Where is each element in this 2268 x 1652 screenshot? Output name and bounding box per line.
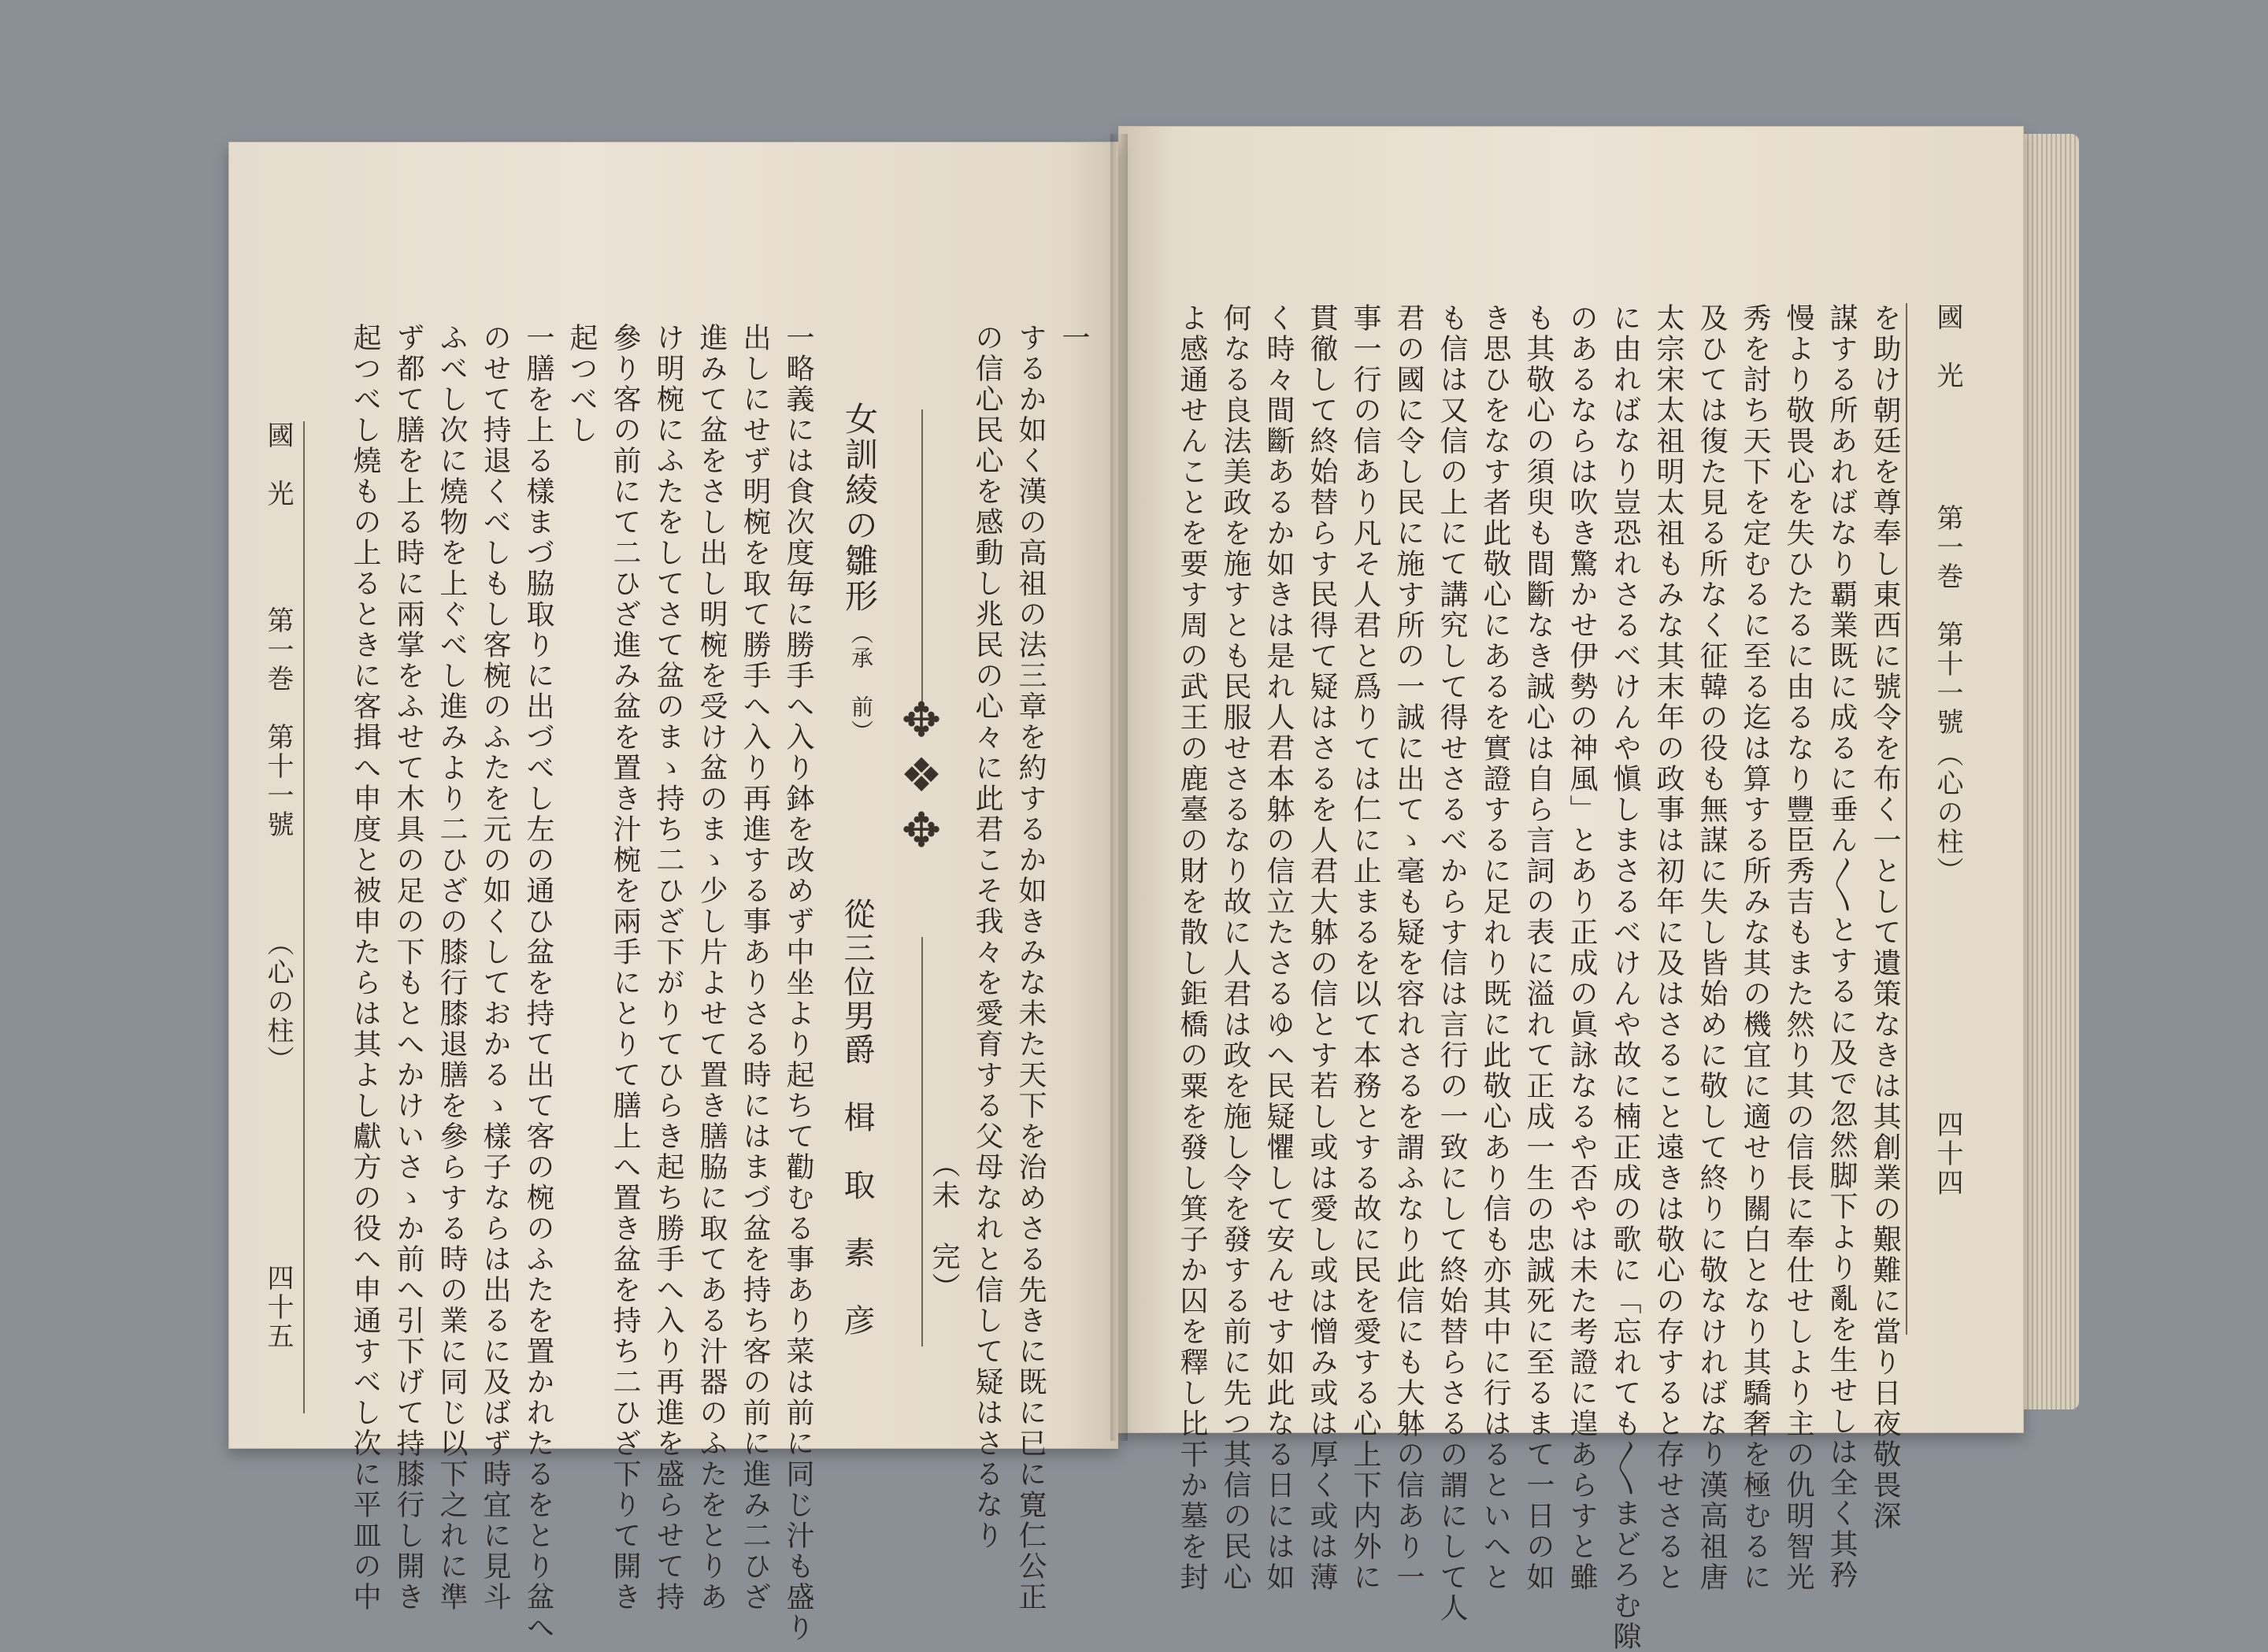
right-page-number: 四十四 xyxy=(1932,1110,1963,1198)
right-line: も信は又信の上にて講究して得せさるべからす信は言行の一致にして終始替らさるの謂にして人 xyxy=(1436,303,1468,1624)
prev-article-line: 一 xyxy=(1058,323,1090,354)
right-line: 貫徹して終始替らす民得て疑はさるを人君大躰の信とす若し或は愛し或は憎み或は厚く或は薄 xyxy=(1306,303,1338,1593)
article-author: 從三位男爵 楫 取 素 彦 xyxy=(839,898,875,1338)
article-line: 參り客の前にて二ひざ進み盆を置き汁椀を兩手にとりて膳上へ置き盆を持ち二ひざ下りて開き xyxy=(609,323,641,1613)
open-book xyxy=(228,126,2118,1652)
left-page-number: 四十五 xyxy=(262,1264,294,1351)
right-line: 秀を討ち天下を定むるに至る迄は算する所みな其の機宜に適せり關白となり其驕奢を極むるに xyxy=(1739,303,1771,1593)
article-line: 進みて盆をさし出し明椀を受け盆のまゝ少し片よせて置き膳脇に取てある汁器のふたをとりあ xyxy=(695,323,728,1613)
ornament-icon: ✥ ❖ ✥ xyxy=(900,693,943,858)
article-line: 一略義には食次度毎に勝手へ入り鉢を改めず中坐より起ちて勸むる事あり菜は前に同じ汁も盛り xyxy=(782,323,814,1643)
right-line: 慢より敬畏心を失ひたるに由るなり豐臣秀吉もまた然り其の信長に奉仕せしより主の仇明智光 xyxy=(1782,303,1814,1593)
right-line: 君の國に令し民に施す所の一誠に出てゝ毫も疑を容れさるを謂ふなり此信にも大躰の信あり一 xyxy=(1392,303,1425,1593)
right-line: 事一行の信あり凡そ人君と爲りては仁に止まるを以て本務とする故に民を愛する心上下内外に xyxy=(1349,303,1381,1593)
right-line: き思ひをなす者此敬心にあるを實證するに足れり既に此敬心あり信も亦其中に行はるといへと xyxy=(1479,303,1511,1593)
right-header-title: 國 光 xyxy=(1932,303,1963,391)
section-divider-line xyxy=(921,409,923,709)
right-line: よ感通せんことを要す周の武王の鹿臺の財を散し鉅橋の粟を發し箕子か囚を釋し比干か墓を封 xyxy=(1176,303,1208,1593)
right-page xyxy=(1118,126,2024,1652)
section-divider-line xyxy=(921,937,923,1346)
article-line: 起つべし燒もの上るときに客揖へ申度と被申たらは其よし獻方の役へ申通すべし次に平皿の中 xyxy=(349,323,381,1613)
article-continued-note: （承 前） xyxy=(848,622,874,744)
right-line: に由ればなり豈恐れさるべけんや愼しまさるべけんや故に楠正成の歌に「忘れても〳〵まどろむ隙 xyxy=(1609,303,1641,1652)
article-title: 女訓綾の雛形 xyxy=(840,402,879,614)
right-line: も其敬心の須臾も間斷なき誠心は自ら言詞の表に溢れて正成一生の忠誠死に至るまて一日の如 xyxy=(1522,303,1555,1593)
right-header-volume: 第一巻 第十一號 xyxy=(1932,504,1963,737)
right-line: 謀する所あればなり覇業既に成るに垂ん〳〵とするに及で忽然脚下より亂を生せしは全く其矜 xyxy=(1825,303,1858,1591)
right-header-rule xyxy=(1906,303,1907,1335)
article-line: け明椀にふたをしてさて盆のまゝ持ち二ひざ下がりてひらき起ち勝手へ入り再進を盛らせて持 xyxy=(652,323,684,1613)
article-line: ふべし次に燒物を上ぐべし進みより二ひざの膝行膝退膳を參らする時の業に同じ以下之れに準 xyxy=(435,323,468,1613)
page-edges xyxy=(2024,134,2079,1409)
left-header-section: （心の柱） xyxy=(262,929,294,1075)
right-line: 及ひては復た見る所なく征韓の役も無謀に失し皆始めに敬して終りに敬なければなり漢高祖唐 xyxy=(1695,303,1728,1593)
left-page xyxy=(228,142,1118,1643)
article-line: 出しにせず明椀を取て勝手へ入り再進する事ありさる時にはまづ盆を持ち客の前に進み二ひざ xyxy=(739,323,771,1613)
article-line: ず都て膳を上る時に兩掌をふせて木具の足の下もとへかけいさゝか前へ引下げて持膝行し開き xyxy=(392,323,424,1613)
right-line: を助け朝廷を尊奉し東西に號令を布く一として遺策なきは其創業の艱難に當り日夜敬畏深 xyxy=(1869,303,1901,1532)
right-line: のあるならは吹き驚かせ伊勢の神風」とあり正成の眞詠なるや否やは未た考證に遑あらすと雖 xyxy=(1566,303,1598,1593)
left-header-title: 國 光 xyxy=(262,421,294,509)
left-header-volume: 第一巻 第十一號 xyxy=(262,606,294,839)
prev-article-end-mark: （未 完） xyxy=(928,1150,960,1303)
right-line: く時々間斷あるか如きは是れ人君本躰の信立たさるゆへ民疑懼して安んせす如此なる日には如 xyxy=(1262,303,1295,1593)
right-line: 太宗宋太祖明太祖もみな其末年の政事は初年に及はさること遠きは敬心の存すると存せさると xyxy=(1652,303,1684,1593)
right-header-section: （心の柱） xyxy=(1932,740,1963,886)
left-header-rule xyxy=(303,421,305,1413)
article-line: のせて持退くべしもし客椀のふたを元の如くしておかるゝ樣子ならは出るに及ばず時宜に見斗 xyxy=(479,323,511,1613)
prev-article-line: するか如く漢の高祖の法三章を約するか如きみな未た天下を治めさる先きに既に已に寛仁公正 xyxy=(1014,323,1047,1613)
right-line: 何なる良法美政を施すとも民服せさるなり故に人君は政を施し令を發する前に先つ其信の民心 xyxy=(1219,303,1251,1593)
prev-article-line: の信心民心を感動し兆民の心々に此君こそ我々を愛育する父母なれと信して疑はさるなり xyxy=(971,323,1003,1551)
article-line: 一膳を上る樣まづ脇取りに出づべし左の通ひ盆を持て出て客の椀のふたを置かれたるをとり盆へ xyxy=(522,323,554,1643)
article-line: 起つべし xyxy=(565,323,598,446)
book-gutter xyxy=(1110,134,1128,1441)
